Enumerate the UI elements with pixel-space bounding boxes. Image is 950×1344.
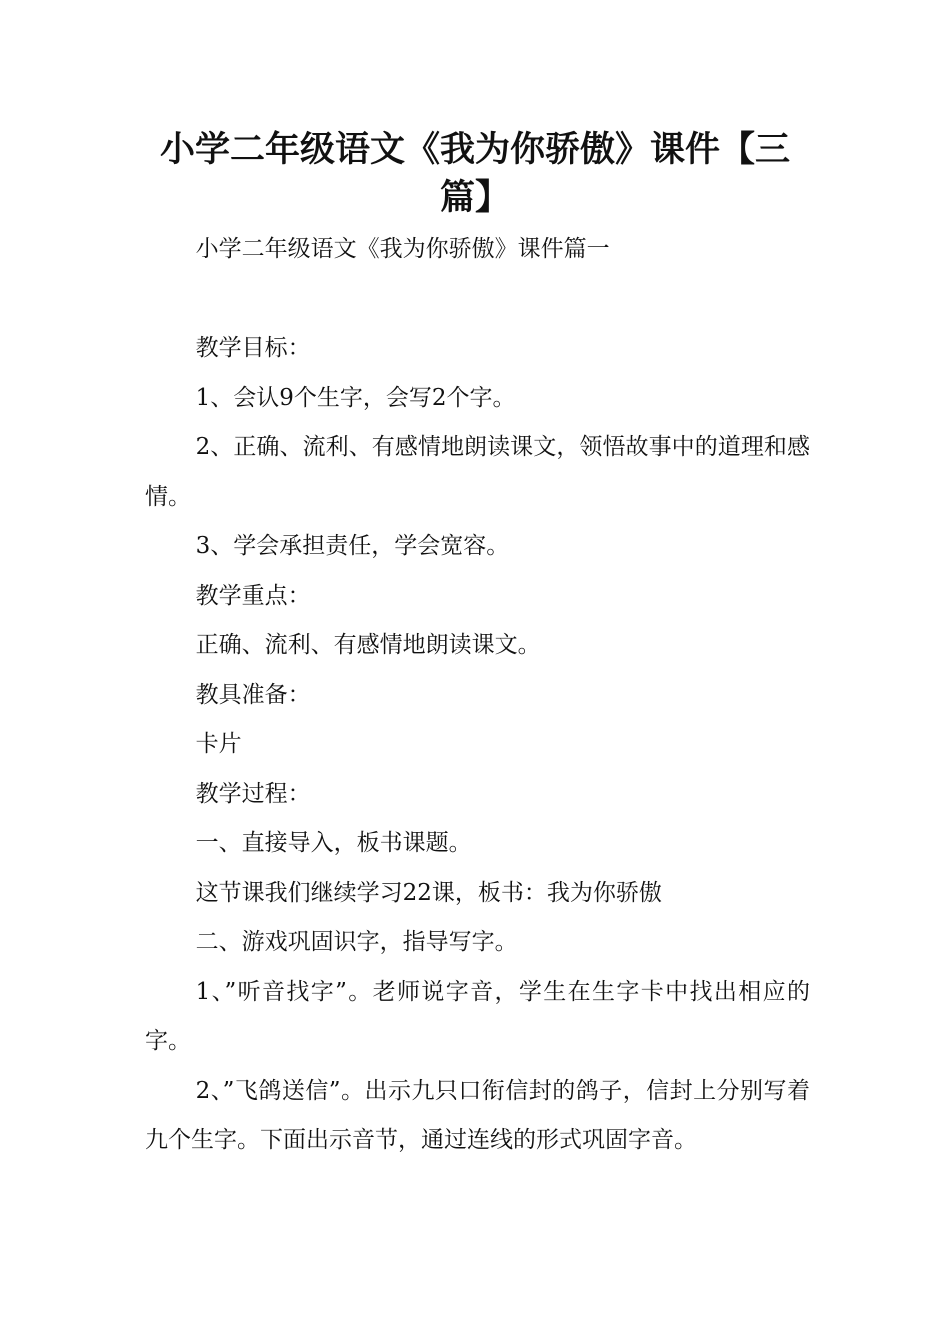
paragraph-keypoints-heading: 教学重点： — [195, 582, 311, 609]
document-title: 小学二年级语文《我为你骄傲》课件【三篇】 — [159, 130, 790, 218]
blank-line — [145, 275, 810, 325]
paragraph-materials: 卡片 — [195, 731, 242, 757]
paragraph-objective-3: 3、学会承担责任，学会宽容。 — [195, 533, 510, 559]
paragraph-step-2: 二、游戏巩固识字，指导写字。 — [195, 929, 518, 955]
document-body — [145, 225, 810, 1166]
paragraph-objectives-heading: 教学目标： — [195, 335, 311, 361]
paragraph-step-1: 一、直接导入，板书课题。 — [195, 830, 472, 856]
paragraph-step-2-game-1: 1、”听音找字”。老师说字音，学生在生字卡中找出相应的字。 — [145, 978, 810, 1054]
paragraph-step-2-game-2: 2、”飞鸽送信”。出示九只口衔信封的鸽子，信封上分别写着九个生字。下面出示音节，通过连线的形式巩固字音。 — [145, 1077, 810, 1153]
paragraph-objective-2: 2、正确、流利、有感情地朗读课文，领悟故事中的道理和感情。 — [145, 434, 810, 510]
paragraph-keypoints: 正确、流利、有感情地朗读课文。 — [195, 632, 541, 658]
paragraph-step-1-detail: 这节课我们继续学习22课，板书：我为你骄傲 — [195, 879, 662, 906]
paragraph-process-heading: 教学过程： — [195, 780, 311, 807]
paragraph-objective-1: 1、会认9个生字，会写2个字。 — [195, 384, 516, 411]
paragraph-materials-heading: 教具准备： — [195, 681, 311, 708]
section-heading: 小学二年级语文《我为你骄傲》课件篇一 — [195, 236, 610, 262]
